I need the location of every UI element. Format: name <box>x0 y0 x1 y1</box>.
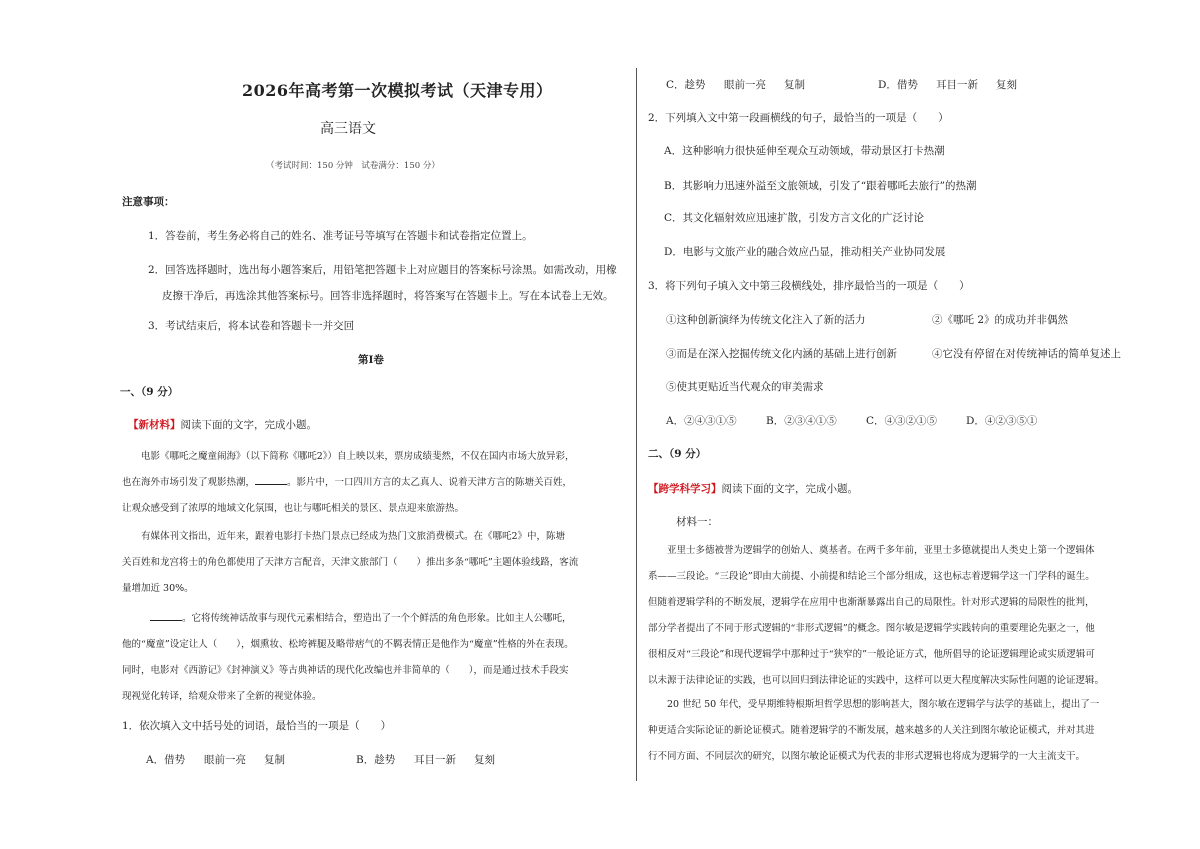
material-1-label: 材料一： <box>676 516 718 528</box>
column-divider <box>636 68 637 781</box>
passage-paragraph-4: 亚里士多德被誉为逻辑学的创始人、奠基者。在两千多年前，亚里士多德就提出人类史上第一个逻辑体 系——三段论。“三段论”即由大前提、小前提和结论三个部分组成，这也标志着逻辑学这一门学科的诞生。 但随着逻辑学科的不断发展，逻辑学在应用中也渐渐暴露出自己的局限性。针对形式逻辑的局限性的批判， 部分学者提出了不同于形式逻辑的“非形式逻辑”的概念。图尔敏是逻辑学实践转向的重要理论先驱之一，他 很相反对“三段论”和现代逻辑学中那种过于“狭窄的”一般论证方式，他所倡导的论证逻辑理论或实质逻辑可 以未源于法律论证的实践，也可以回归到法律论证的实践中，这样可以更大程度解决实际性问题的论证逻辑。 <box>648 545 1105 686</box>
q1-option-b: B．趁势 耳目一新 复刻 <box>356 754 495 766</box>
volume-heading: 第Ⅰ卷 <box>358 354 384 366</box>
passage-paragraph-2: 有媒体刊文指出，近年来，跟着电影打卡热门景点已经成为热门文旅消费模式。在《哪吒2》中，陈塘 关百姓和龙宫将士的角色都使用了天津方言配音，天津文旅部门（ ）推出多条“哪吒”主题体验线路，客流 量增加近 30%。 <box>122 531 579 594</box>
q1-option-d: D．借势 耳目一新 复刻 <box>878 79 1017 91</box>
new-material-tag: 【新材料】 <box>128 419 181 431</box>
passage-paragraph-1: 电影《哪吒之魔童闹海》（以下简称《哪吒2》）自上映以来，票房成绩斐然，不仅在国内市场大放异彩， 也在海外市场引发了观影热潮， 。影片中，一口四川方言的太乙真人、说着天津方言的陈塘关百姓， 让观众感受到了浓厚的地域文化氛围，也让与哪吒相关的景区、景点迎来旅游热。 <box>122 451 575 514</box>
q2-option-a: A．这种影响力很快延伸至观众互动领域，带动景区打卡热潮 <box>664 145 945 157</box>
notes-title: 注意事项： <box>122 196 175 208</box>
cross-discipline-tag: 【跨学科学习】 <box>648 483 722 495</box>
note-3: 3．考试结束后，将本试卷和答题卡一并交回 <box>148 320 355 332</box>
exam-info: （考试时间：150 分钟 试卷满分：150 分） <box>266 161 440 171</box>
section-2-intro: 【跨学科学习】阅读下面的文字，完成小题。 <box>648 483 858 495</box>
answer-blank-1 <box>255 474 287 485</box>
passage-paragraph-5: 20 世纪 50 年代，受早期维特根斯坦哲学思想的影响甚大，图尔敏在逻辑学与法学的基础上，提出了一 种更适合实际论证的新论证模式。随着逻辑学的不断发展，越来越多的人关注到图尔敏论证模式，并对其进 行不同方面、不同层次的研究，以图尔敏论证模式为代表的非形式逻辑也将成为逻辑学的一大主流支干。 <box>648 699 1100 762</box>
q3-option-c: C．④③②①⑤ <box>866 415 938 427</box>
exam-title: 2026年高考第一次模拟考试（天津专用） <box>242 81 553 100</box>
q3-item-1: ①这种创新演绎为传统文化注入了新的活力 <box>666 314 866 326</box>
note-2-line-1: 2．回答选择题时，选出每小题答案后，用铅笔把答题卡上对应题目的答案标号涂黑。如需改动，用橡 <box>148 264 617 276</box>
answer-blank-2 <box>150 610 182 621</box>
q3-item-2: ②《哪吒 2》的成功并非偶然 <box>932 314 1069 326</box>
question-2: 2．下列填入文中第一段画横线的句子，最恰当的一项是（ ） <box>648 112 949 124</box>
note-2-line-2: 皮擦干净后，再选涂其他答案标号。回答非选择题时，将答案写在答题卡上。写在本试卷上无效。 <box>162 290 614 302</box>
question-3: 3．将下列句子填入文中第三段横线处，排序最恰当的一项是（ ） <box>648 280 970 292</box>
passage-paragraph-3: 。它将传统神话故事与现代元素相结合，塑造出了一个个鲜活的角色形象。比如主人公哪吒， 他的“魔童”设定让人（ ），烟熏妆、松垮裤腿及略带痞气的不羁表情正是他作为“魔童”性格的外在表现。 同时，电影对《西游记》《封神演义》等古典神话的现代化改编也并非简单的（ ），而是通过技术手段实 现视觉化转译，给观众带来了全新的视觉体验。 <box>122 606 634 710</box>
q1-option-a: A．借势 眼前一亮 复制 <box>146 754 285 766</box>
q3-option-a: A．②④③①⑤ <box>666 415 737 427</box>
section-2-heading: 二、（9 分） <box>648 448 707 460</box>
section-1-intro: 【新材料】阅读下面的文字，完成小题。 <box>128 419 317 431</box>
q3-item-4: ④它没有停留在对传统神话的简单复述上 <box>932 348 1121 360</box>
q3-option-d: D．④②③⑤① <box>966 415 1038 427</box>
exam-subject: 高三语文 <box>320 121 376 137</box>
question-1: 1．依次填入文中括号处的词语，最恰当的一项是（ ） <box>122 720 392 732</box>
q3-item-3: ③而是在深入挖掘传统文化内涵的基础上进行创新 <box>666 348 897 360</box>
q3-item-5: ⑤使其更贴近当代观众的审美需求 <box>666 381 824 393</box>
section-1-heading: 一、（9 分） <box>120 386 179 398</box>
q1-option-c: C．趁势 眼前一亮 复制 <box>666 79 805 91</box>
q3-option-b: B．②③④①⑤ <box>766 415 837 427</box>
q2-option-d: D．电影与文旅产业的融合效应凸显，推动相关产业协同发展 <box>664 246 946 258</box>
q2-option-b: B．其影响力迅速外溢至文旅领域，引发了“跟着哪吒去旅行”的热潮 <box>664 180 977 192</box>
note-1: 1．答卷前，考生务必将自己的姓名、准考证号等填写在答题卡和试卷指定位置上。 <box>148 230 533 242</box>
q2-option-c: C．其文化辐射效应迅速扩散，引发方言文化的广泛讨论 <box>664 212 925 224</box>
